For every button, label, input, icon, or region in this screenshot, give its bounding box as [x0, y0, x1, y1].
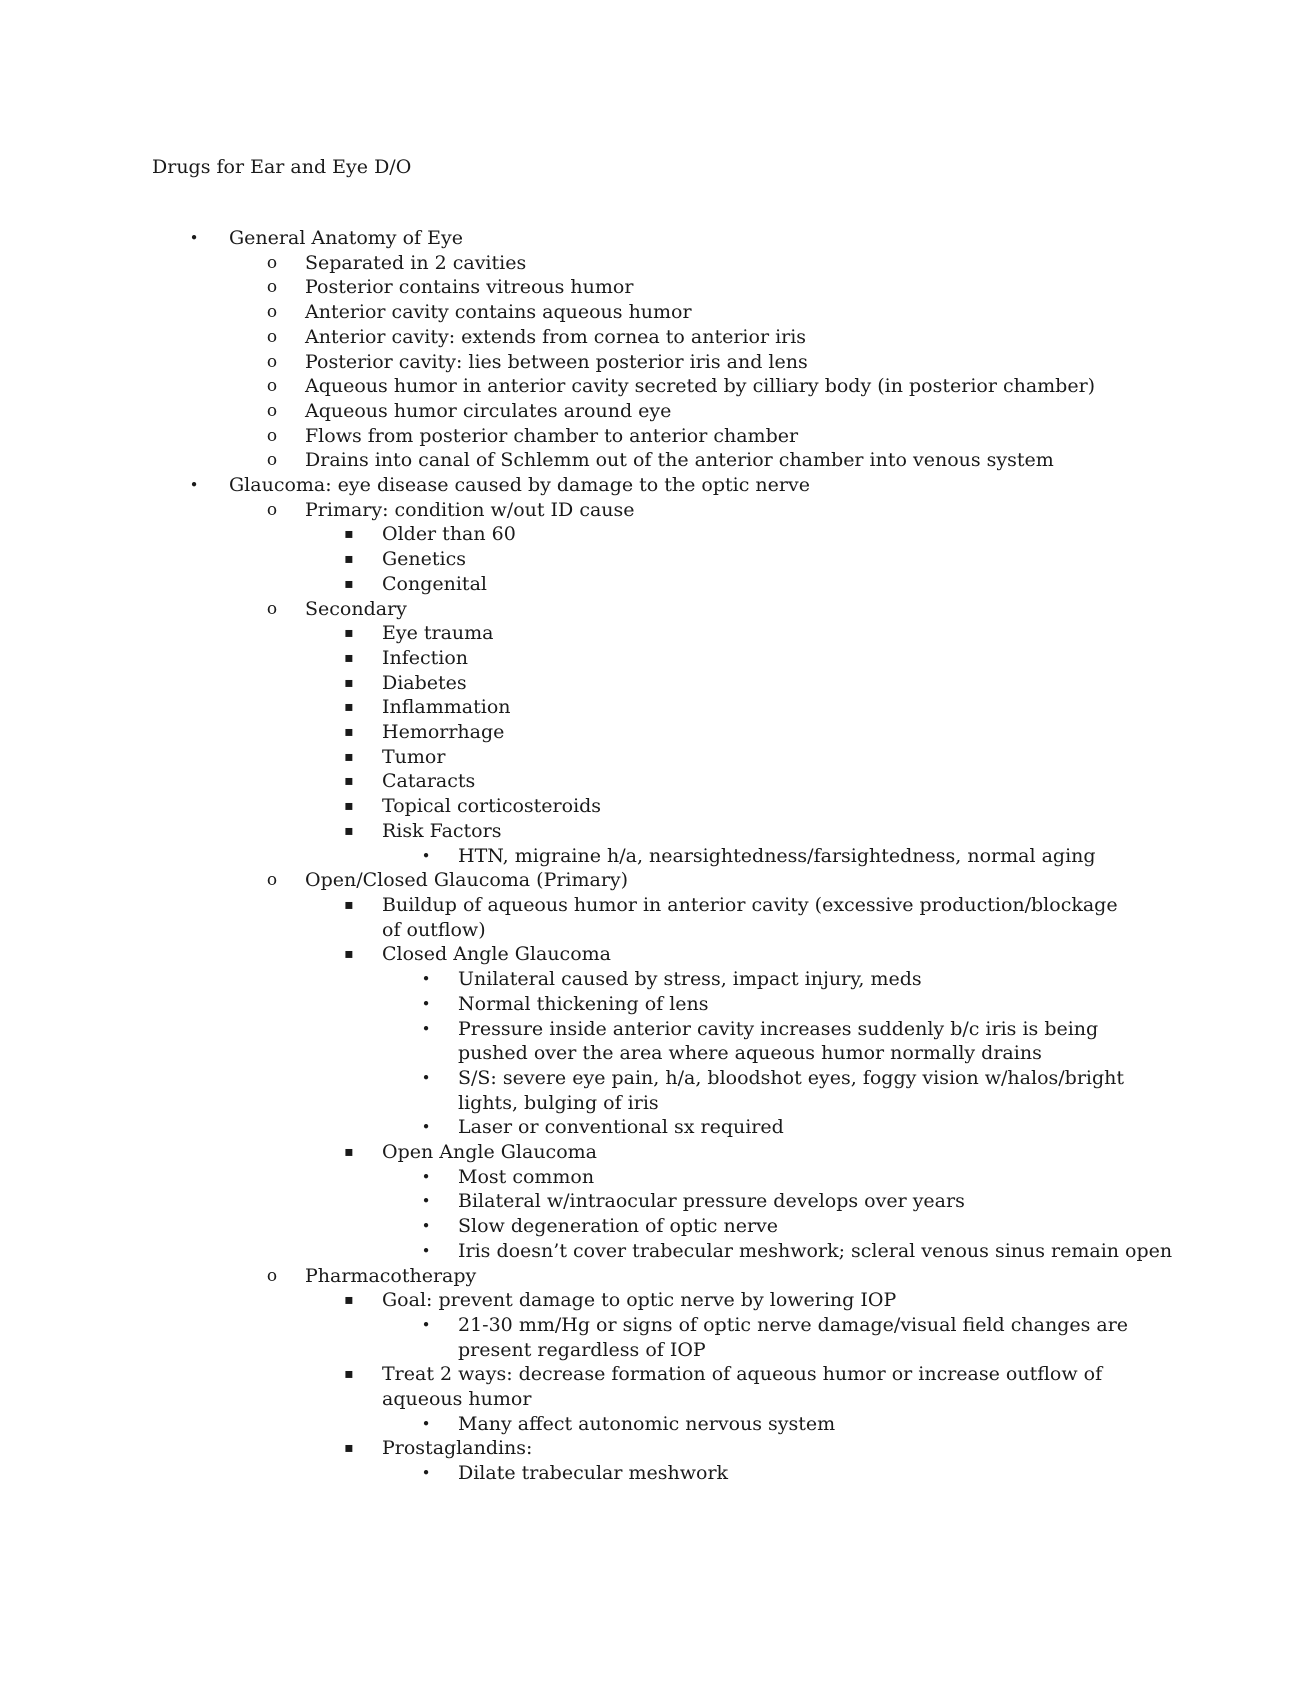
outline-item-level-1: [0, 226, 1306, 251]
outline-item-text: Posterior contains vitreous humor: [305, 276, 634, 299]
bullet-marker: ▪: [344, 1144, 354, 1161]
bullet-marker: •: [189, 476, 199, 495]
outline-item-level-4: [0, 1066, 1306, 1115]
outline-item-level-4: [0, 992, 1306, 1017]
bullet-marker: •: [421, 970, 431, 989]
bullet-marker: •: [421, 1414, 431, 1433]
bullet-marker: o: [266, 376, 278, 397]
outline-item-text: Pharmacotherapy: [305, 1264, 477, 1287]
outline-item-text: Open/Closed Glaucoma (Primary): [305, 869, 629, 892]
outline-item-level-3: [0, 1362, 1306, 1411]
outline-item-text: Glaucoma: eye disease caused by damage to the optic nerve: [229, 474, 810, 497]
outline-item-text: Normal thickening of lens: [458, 992, 709, 1015]
outline-item-level-4: [0, 1115, 1306, 1140]
outline-item-level-2: [0, 597, 1306, 622]
bullet-marker: ▪: [344, 748, 354, 765]
outline-item-text: Many affect autonomic nervous system: [458, 1412, 836, 1435]
outline-item-text: Iris doesn’t cover trabecular meshwork; scleral venous sinus remain open: [458, 1239, 1173, 1262]
outline-item-level-2: [0, 399, 1306, 424]
outline-item-text: Closed Angle Glaucoma: [382, 943, 611, 966]
outline-item-text: Posterior cavity: lies between posterior iris and lens: [305, 350, 808, 373]
outline-item-text: Older than 60: [382, 523, 516, 546]
outline-item-level-2: [0, 424, 1306, 449]
outline-item-text: Primary: condition w/out ID cause: [305, 498, 635, 521]
outline-item-text: Flows from posterior chamber to anterior chamber: [305, 424, 799, 447]
bullet-marker: •: [421, 846, 431, 865]
outline-item-level-4: [0, 1412, 1306, 1437]
outline-item-level-3: [0, 695, 1306, 720]
outline-item-text: Buildup of aqueous humor in anterior cavity (excessive production/blockage of outflow): [382, 893, 1118, 941]
outline-item-level-2: [0, 350, 1306, 375]
outline-item-level-2: [0, 325, 1306, 350]
outline-item-level-4: [0, 1461, 1306, 1486]
outline-item-level-2: [0, 275, 1306, 300]
outline-item-text: Aqueous humor in anterior cavity secreted by cilliary body (in posterior chamber): [305, 375, 1096, 398]
outline-item-text: Treat 2 ways: decrease formation of aqueous humor or increase outflow of aqueous humor: [382, 1363, 1103, 1411]
outline-item-level-4: [0, 1189, 1306, 1214]
bullet-marker: •: [421, 1464, 431, 1483]
outline-item-text: HTN, migraine h/a, nearsightedness/farsightedness, normal aging: [458, 844, 1096, 867]
outline-item-level-2: [0, 374, 1306, 399]
document-title: Drugs for Ear and Eye D/O: [152, 156, 412, 178]
bullet-marker: ▪: [344, 1440, 354, 1457]
bullet-marker: o: [266, 302, 278, 323]
bullet-marker: ▪: [344, 699, 354, 716]
bullet-marker: o: [266, 450, 278, 471]
outline-item-level-3: [0, 720, 1306, 745]
outline-item-text: Anterior cavity contains aqueous humor: [305, 301, 692, 324]
bullet-marker: ▪: [344, 822, 354, 839]
outline-item-text: Diabetes: [382, 671, 467, 694]
bullet-marker: ▪: [344, 1366, 354, 1383]
outline-item-text: Separated in 2 cavities: [305, 251, 527, 274]
outline-item-level-3: [0, 547, 1306, 572]
outline-item-level-3: [0, 1140, 1306, 1165]
bullet-marker: ▪: [344, 526, 354, 543]
bullet-marker: •: [421, 994, 431, 1013]
outline-item-level-3: [0, 572, 1306, 597]
outline-item-level-3: [0, 621, 1306, 646]
outline-item-level-3: [0, 1288, 1306, 1313]
outline-item-text: Cataracts: [382, 770, 476, 793]
bullet-marker: •: [421, 1019, 431, 1038]
bullet-marker: o: [266, 277, 278, 298]
outline-item-level-3: [0, 942, 1306, 967]
outline-item-text: Laser or conventional sx required: [458, 1116, 784, 1139]
outline-item-text: Inflammation: [382, 696, 511, 719]
bullet-marker: o: [266, 1265, 278, 1286]
bullet-marker: o: [266, 400, 278, 421]
bullet-marker: ▪: [344, 946, 354, 963]
outline-item-text: Bilateral w/intraocular pressure develops over years: [458, 1190, 965, 1213]
bullet-marker: •: [421, 1068, 431, 1087]
outline-item-level-4: [0, 1239, 1306, 1264]
outline-item-level-4: [0, 1017, 1306, 1066]
bullet-marker: o: [266, 252, 278, 273]
outline-item-text: Tumor: [382, 745, 446, 768]
bullet-marker: o: [266, 351, 278, 372]
outline-item-text: Genetics: [382, 548, 467, 571]
outline-item-level-3: [0, 1436, 1306, 1461]
outline-item-level-3: [0, 745, 1306, 770]
outline-item-level-4: [0, 1165, 1306, 1190]
bullet-marker: o: [266, 598, 278, 619]
outline-item-text: Pressure inside anterior cavity increases suddenly b/c iris is being pushed over the area where aqueous humor normally drains: [458, 1017, 1099, 1065]
bullet-marker: •: [421, 1192, 431, 1211]
outline-item-level-2: [0, 251, 1306, 276]
outline-item-text: S/S: severe eye pain, h/a, bloodshot eyes, foggy vision w/halos/bright lights, bulging of iris: [458, 1066, 1125, 1114]
outline-list: [0, 226, 1306, 1486]
bullet-marker: •: [421, 1118, 431, 1137]
bullet-marker: ▪: [344, 625, 354, 642]
bullet-marker: ▪: [344, 551, 354, 568]
outline-item-text: Open Angle Glaucoma: [382, 1141, 597, 1164]
outline-item-text: Eye trauma: [382, 622, 494, 645]
bullet-marker: •: [421, 1315, 431, 1334]
outline-item-level-3: [0, 819, 1306, 844]
outline-item-level-2: [0, 300, 1306, 325]
bullet-marker: ▪: [344, 1292, 354, 1309]
bullet-marker: ▪: [344, 798, 354, 815]
bullet-marker: ▪: [344, 575, 354, 592]
outline-item-level-2: [0, 448, 1306, 473]
outline-item-level-4: [0, 1214, 1306, 1239]
bullet-marker: •: [189, 229, 199, 247]
bullet-marker: ▪: [344, 773, 354, 790]
outline-item-level-3: [0, 646, 1306, 671]
bullet-marker: ▪: [344, 896, 354, 913]
outline-item-level-3: [0, 522, 1306, 547]
outline-item-level-4: [0, 1313, 1306, 1362]
outline-item-text: Risk Factors: [382, 819, 502, 842]
outline-item-text: Unilateral caused by stress, impact injury, meds: [458, 968, 922, 991]
outline-item-text: Hemorrhage: [382, 721, 505, 744]
outline-item-text: Prostaglandins:: [382, 1437, 533, 1460]
bullet-marker: ▪: [344, 674, 354, 691]
outline-item-level-1: [0, 473, 1306, 498]
outline-item-text: Most common: [458, 1165, 595, 1188]
outline-item-text: Anterior cavity: extends from cornea to anterior iris: [305, 325, 807, 348]
outline-item-text: Slow degeneration of optic nerve: [458, 1215, 779, 1238]
bullet-marker: o: [266, 326, 278, 347]
outline-item-level-3: [0, 769, 1306, 794]
outline-item-text: Drains into canal of Schlemm out of the anterior chamber into venous system: [305, 449, 1054, 472]
outline-item-level-4: [0, 844, 1306, 869]
bullet-marker: •: [421, 1217, 431, 1236]
outline-item-text: Congenital: [382, 572, 487, 595]
bullet-marker: ▪: [344, 649, 354, 666]
bullet-marker: •: [421, 1167, 431, 1186]
outline-item-text: Aqueous humor circulates around eye: [305, 399, 672, 422]
outline-item-text: General Anatomy of Eye: [229, 227, 463, 249]
bullet-marker: o: [266, 425, 278, 446]
outline-item-level-3: [0, 671, 1306, 696]
bullet-marker: o: [266, 870, 278, 891]
outline-item-level-3: [0, 794, 1306, 819]
outline-item-text: Secondary: [305, 597, 407, 620]
outline-item-text: Infection: [382, 646, 469, 669]
outline-item-text: Topical corticosteroids: [382, 795, 602, 818]
bullet-marker: •: [421, 1241, 431, 1260]
outline-item-level-4: [0, 967, 1306, 992]
outline-item-level-2: [0, 498, 1306, 523]
outline-item-level-2: [0, 868, 1306, 893]
outline-item-text: 21-30 mm/Hg or signs of optic nerve damage/visual field changes are present regardless of IOP: [458, 1313, 1129, 1361]
outline-item-text: Dilate trabecular meshwork: [458, 1462, 729, 1485]
bullet-marker: o: [266, 499, 278, 520]
bullet-marker: ▪: [344, 724, 354, 741]
outline-item-level-2: [0, 1264, 1306, 1289]
outline-item-text: Goal: prevent damage to optic nerve by lowering IOP: [382, 1289, 897, 1312]
outline-item-level-3: [0, 893, 1306, 942]
